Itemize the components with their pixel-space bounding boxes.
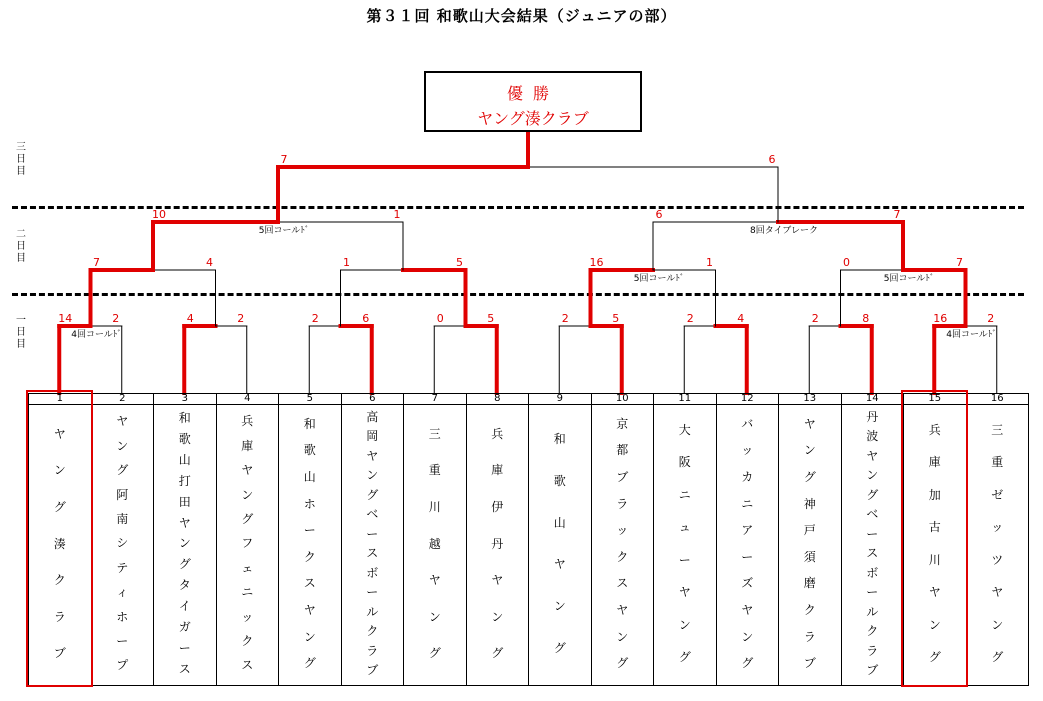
team-number: 3 [154, 394, 216, 405]
score-left: 7 [93, 256, 100, 269]
highlight-frame [901, 390, 968, 687]
score-left: 2 [561, 312, 569, 325]
score-right: 2 [237, 312, 245, 325]
score-right: 5 [612, 312, 620, 325]
team-number: 12 [717, 394, 779, 405]
score-right: 6 [768, 153, 776, 166]
score-right: 7 [893, 208, 901, 221]
champion-label: 優勝 [506, 84, 559, 103]
team-name: 丹 波 ヤ ン グ ベ ー ス ボ ー ル ク ラ ブ [866, 409, 879, 678]
team-name: 兵 庫 ヤ ン グ フ ェ ニ ッ ク ス [241, 414, 254, 673]
score-right: 1 [706, 256, 713, 269]
score-left: 1 [343, 256, 350, 269]
day-label-1: 一 日 目 [16, 315, 26, 350]
team-cell [404, 394, 467, 685]
team-cell [654, 394, 717, 685]
score-right: 4 [206, 256, 213, 269]
game-note: 4回コールﾄﾞ [71, 330, 122, 340]
team-cell [717, 394, 780, 685]
team-grid [28, 393, 1029, 686]
team-cell [592, 394, 655, 685]
team-cell [842, 394, 905, 685]
team-number: 14 [842, 394, 904, 405]
team-name: 三 重 ゼ ッ ツ ヤ ン グ [991, 422, 1004, 665]
game-note: 5回コールﾄﾞ [258, 226, 310, 236]
page-title: 第３１回 和歌山大会結果（ジュニアの部） [366, 7, 677, 25]
score-right: 8 [862, 312, 870, 325]
day-label-3: 三 日 目 [16, 142, 26, 177]
team-cell [279, 394, 342, 685]
score-right: 6 [362, 312, 370, 325]
team-number: 6 [342, 394, 404, 405]
score-right: 5 [487, 312, 495, 325]
team-number: 8 [467, 394, 529, 405]
score-left: 16 [933, 312, 948, 325]
team-cell [967, 394, 1030, 685]
team-name: 和 歌 山 ヤ ン グ [553, 431, 566, 656]
team-name: 和 歌 山 打 田 ヤ ン グ タ イ ガ ー ス [178, 410, 191, 676]
team-cell [154, 394, 217, 685]
team-cell [342, 394, 405, 685]
game-note: 5回コールﾄﾞ [633, 274, 685, 284]
team-number: 16 [967, 394, 1029, 405]
score-left: 2 [686, 312, 694, 325]
team-cell [92, 394, 155, 685]
team-number: 11 [654, 394, 716, 405]
score-left: 10 [152, 208, 166, 221]
team-number: 7 [404, 394, 466, 405]
team-name: 高 岡 ヤ ン グ ベ ー ス ボ ー ル ク ラ ブ [366, 409, 379, 678]
score-right: 1 [393, 208, 401, 221]
team-number: 13 [779, 394, 841, 405]
team-number: 2 [92, 394, 154, 405]
team-number: 15 [904, 394, 966, 405]
game-note: 4回コールﾄﾞ [946, 330, 997, 340]
team-name: 大 阪 ニ ュ ー ヤ ン グ [678, 422, 691, 665]
score-left: 16 [589, 256, 604, 269]
score-left: 2 [311, 312, 319, 325]
score-left: 2 [811, 312, 819, 325]
team-cell [779, 394, 842, 685]
score-left: 0 [843, 256, 850, 269]
score-right: 4 [737, 312, 745, 325]
score-left: 14 [58, 312, 73, 325]
team-number: 9 [529, 394, 591, 405]
team-name: バ ッ カ ニ ア ー ズ ヤ ン グ [741, 416, 754, 671]
score-right: 7 [956, 256, 963, 269]
score-left: 6 [655, 208, 663, 221]
champion-name: ヤング湊クラブ [477, 109, 589, 128]
highlight-frame [26, 390, 93, 687]
team-name: 京 都 ブ ラ ッ ク ス ヤ ン グ [616, 416, 629, 671]
day-label-2: 二 日 目 [16, 229, 26, 264]
team-name: 兵 庫 伊 丹 ヤ ン グ [491, 426, 504, 661]
team-name: ヤ ン グ 神 戸 須 磨 ク ラ ブ [803, 416, 816, 671]
score-right: 2 [112, 312, 120, 325]
team-name: 三 重 川 越 ヤ ン グ [428, 426, 441, 661]
team-number: 10 [592, 394, 654, 405]
team-number: 5 [279, 394, 341, 405]
team-name: ヤ ン グ 阿 南 シ テ ィ ホ ー プ [116, 414, 129, 673]
score-left: 0 [436, 312, 444, 325]
team-number: 1 [29, 394, 91, 405]
score-left: 7 [280, 153, 288, 166]
team-cell [217, 394, 280, 685]
score-right: 5 [456, 256, 463, 269]
score-right: 2 [987, 312, 995, 325]
team-number: 4 [217, 394, 279, 405]
team-cell [467, 394, 530, 685]
team-cell [529, 394, 592, 685]
team-name: 和 歌 山 ホ ー ク ス ヤ ン グ [303, 416, 316, 671]
game-note: 5回コールﾄﾞ [883, 274, 935, 284]
team-name: 兵 庫 加 古 川 ヤ ン グ [928, 422, 941, 665]
team-name: ヤ ン グ 湊 ク ラ ブ [53, 426, 66, 661]
game-note: 8回タイブレーク [750, 226, 818, 236]
score-left: 4 [186, 312, 194, 325]
